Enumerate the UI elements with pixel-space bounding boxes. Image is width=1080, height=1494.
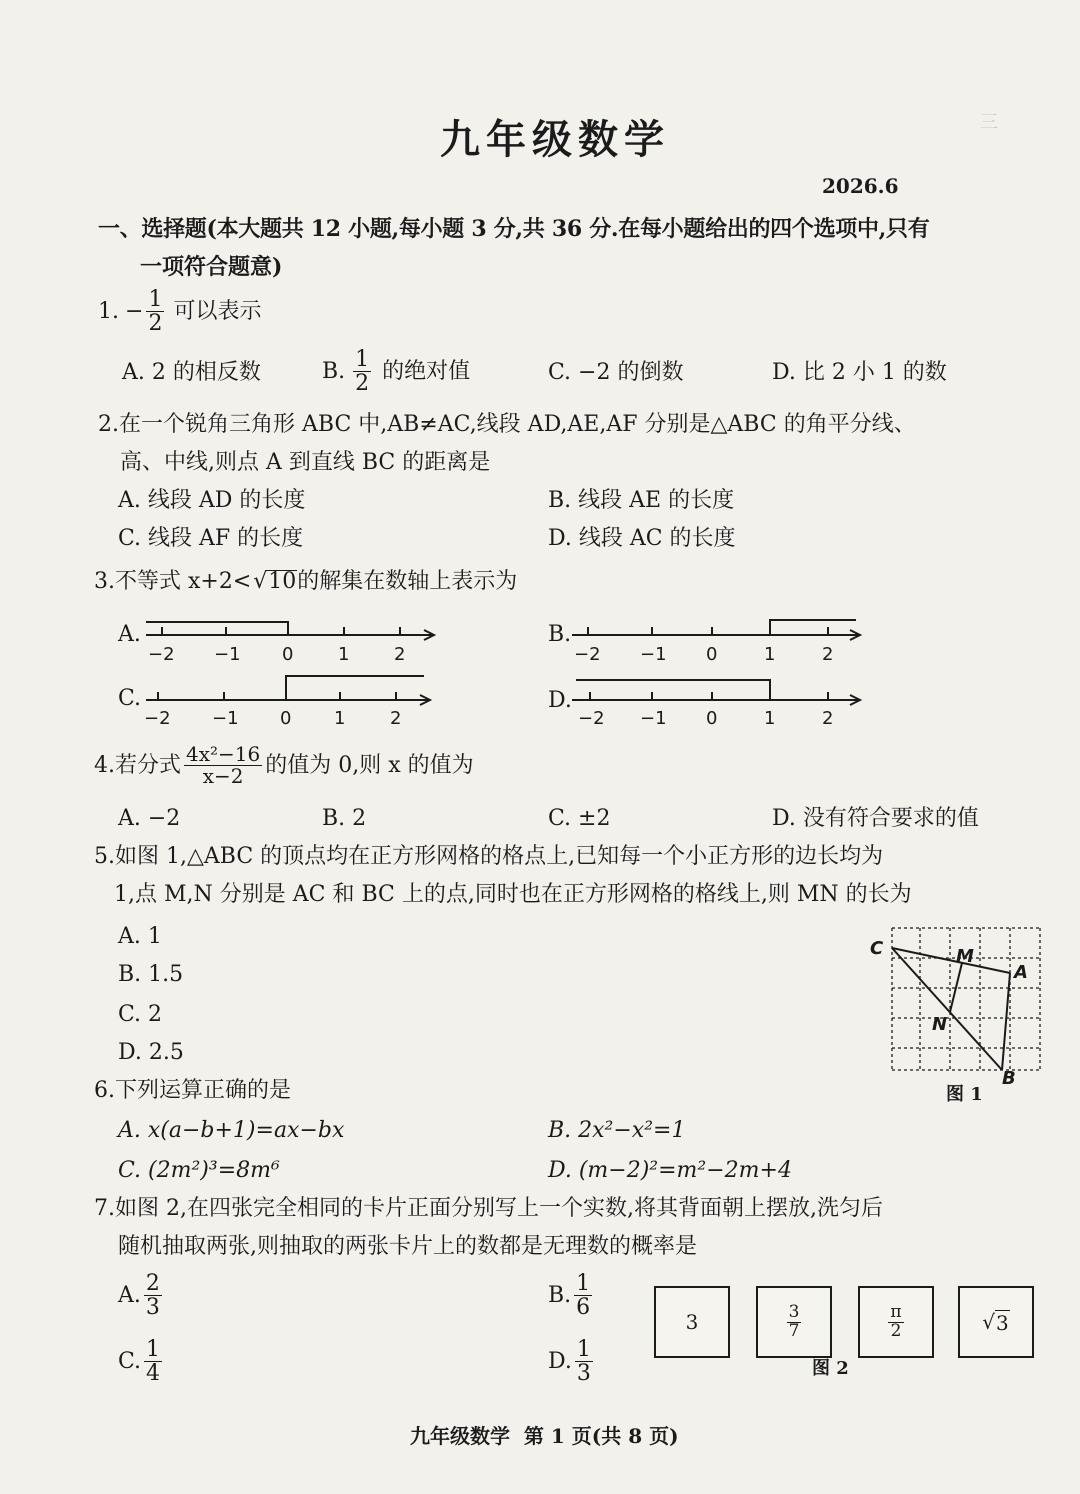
question-2-line2: 高、中线,则点 A 到直线 BC 的距离是 [120, 450, 491, 475]
q2-option-b[interactable]: B. 线段 AE 的长度 [548, 488, 735, 513]
tick-c-2: −1 [212, 708, 239, 729]
q5-option-b[interactable]: B. 1.5 [118, 962, 184, 987]
q1-frac-num: 1 [148, 287, 163, 312]
question-5-line2: 1,点 M,N 分别是 AC 和 BC 上的点,同时也在正方形网格的格线上,则 MN 的长为 [114, 882, 912, 907]
q7-b-prefix: B. [548, 1282, 572, 1308]
sqrt-sign-icon: √ [253, 569, 268, 594]
card-2-num: 3 [788, 1301, 800, 1322]
card-3-num: π [890, 1301, 902, 1322]
q2-option-c[interactable]: C. 线段 AF 的长度 [118, 526, 304, 551]
q1-option-c[interactable]: C. −2 的倒数 [548, 360, 684, 385]
tick-c-3: 0 [280, 708, 292, 729]
q1-option-d[interactable]: D. 比 2 小 1 的数 [772, 360, 947, 385]
point-b-label: B [1002, 1068, 1016, 1089]
figure-1-grid [862, 918, 1052, 1090]
q3-number-lines [0, 600, 1080, 740]
q2-option-a[interactable]: A. 线段 AD 的长度 [118, 488, 306, 513]
q4-frac-num: 4x²−16 [186, 742, 261, 766]
q5-option-d[interactable]: D. 2.5 [118, 1040, 184, 1065]
q4-text: 的值为 0,则 x 的值为 [265, 752, 474, 778]
q3-radicand: 10 [268, 569, 297, 594]
question-4 [94, 744, 474, 787]
q6-option-a[interactable]: A. x(a−b+1)=ax−bx [118, 1118, 345, 1143]
card-2 [756, 1286, 832, 1358]
q1-b-fraction [353, 348, 371, 395]
exam-date: 2026.6 [822, 174, 899, 198]
q4-option-c[interactable]: C. ±2 [548, 806, 611, 831]
card-3-den: 2 [890, 1320, 902, 1341]
q7-d-den: 3 [576, 1361, 591, 1387]
section-header-line1: 一、选择题(本大题共 12 小题,每小题 3 分,共 36 分.在每小题给出的四个选项中,只有 [98, 216, 930, 242]
tick-d-2: −1 [640, 708, 667, 729]
q3-option-d[interactable]: D. [548, 688, 572, 713]
tick-b-1: −2 [574, 644, 601, 665]
tick-d-5: 2 [822, 708, 834, 729]
q4-option-a[interactable]: A. −2 [118, 806, 181, 831]
q4-prefix: 4.若分式 [94, 752, 181, 778]
q2-option-d[interactable]: D. 线段 AC 的长度 [548, 526, 736, 551]
q3-option-c[interactable]: C. [118, 686, 142, 711]
q4-frac-den: x−2 [202, 764, 244, 788]
card-4-radicand: 3 [996, 1310, 1009, 1335]
q7-d-fraction [575, 1338, 593, 1385]
tick-c-1: −2 [144, 708, 171, 729]
tick-b-5: 2 [822, 644, 834, 665]
q7-c-num: 1 [146, 1337, 161, 1362]
q7-b-fraction [574, 1272, 592, 1319]
tick-c-4: 1 [334, 708, 346, 729]
point-c-label: C [870, 938, 884, 959]
q7-b-num: 1 [576, 1271, 591, 1296]
q3-text-a: 3.不等式 x+2< [94, 569, 252, 594]
q1-frac-den: 2 [148, 311, 163, 337]
page-title: 九年级数学 [440, 116, 670, 163]
point-m-label: M [956, 946, 974, 967]
section-header-line2: 一项符合题意) [140, 254, 283, 280]
q4-fraction [184, 744, 262, 787]
card-1-value: 3 [685, 1310, 699, 1334]
number-line-b[interactable] [572, 620, 860, 640]
q5-option-c[interactable]: C. 2 [118, 1002, 163, 1027]
q1-text: 可以表示 [173, 298, 262, 324]
tick-a-1: −2 [148, 644, 175, 665]
tick-c-5: 2 [390, 708, 402, 729]
q1-option-a[interactable]: A. 2 的相反数 [122, 360, 261, 385]
q1-fraction [146, 288, 164, 335]
q4-option-d[interactable]: D. 没有符合要求的值 [772, 806, 979, 831]
q7-option-b[interactable] [548, 1272, 595, 1319]
q7-c-den: 4 [146, 1361, 161, 1387]
q7-a-prefix: A. [118, 1282, 141, 1308]
card-2-fraction [787, 1301, 802, 1341]
q1-b-prefix: B. [322, 358, 346, 384]
q6-option-b[interactable]: B. 2x²−x²=1 [548, 1118, 686, 1143]
q7-option-a[interactable] [118, 1272, 165, 1319]
figure-2-caption: 图 2 [812, 1358, 849, 1379]
q4-option-b[interactable]: B. 2 [322, 806, 367, 831]
q1-b-frac-den: 2 [355, 371, 370, 397]
tick-a-3: 0 [282, 644, 294, 665]
tick-b-2: −1 [640, 644, 667, 665]
q1-prefix: 1. [98, 298, 119, 324]
sqrt-sign-icon: √ [982, 1310, 995, 1334]
segment-ca [892, 948, 1010, 973]
q7-d-num: 1 [576, 1337, 591, 1362]
q3-option-a[interactable]: A. [118, 622, 141, 647]
card-3-fraction [888, 1301, 903, 1341]
q7-d-prefix: D. [548, 1348, 572, 1374]
q1-option-b[interactable] [322, 348, 470, 395]
card-3 [858, 1286, 934, 1358]
q7-a-num: 2 [145, 1271, 160, 1296]
tick-a-4: 1 [338, 644, 350, 665]
tick-b-3: 0 [706, 644, 718, 665]
q3-option-b[interactable]: B. [548, 622, 572, 647]
point-a-label: A [1014, 962, 1028, 983]
tick-a-2: −1 [214, 644, 241, 665]
page-footer: 九年级数学 第 1 页(共 8 页) [410, 1424, 679, 1448]
question-7-line2: 随机抽取两张,则抽取的两张卡片上的数都是无理数的概率是 [118, 1234, 697, 1259]
q7-c-fraction [144, 1338, 162, 1385]
q7-a-fraction [144, 1272, 162, 1319]
q7-option-d[interactable] [548, 1338, 596, 1385]
number-line-c[interactable] [146, 676, 430, 705]
q7-a-den: 3 [145, 1295, 160, 1321]
question-6: 6.下列运算正确的是 [94, 1078, 291, 1103]
card-1 [654, 1286, 730, 1358]
question-1 [98, 288, 261, 335]
tick-d-3: 0 [706, 708, 718, 729]
tick-a-5: 2 [394, 644, 406, 665]
question-7-line1: 7.如图 2,在四张完全相同的卡片正面分别写上一个实数,将其背面朝上摆放,洗匀后 [94, 1196, 883, 1221]
q6-option-c[interactable]: C. (2m²)³=8m⁶ [118, 1158, 280, 1183]
tick-b-4: 1 [764, 644, 776, 665]
q1-sign: − [125, 298, 144, 324]
card-4 [958, 1286, 1034, 1358]
figure-1-caption: 图 1 [946, 1084, 983, 1105]
q7-b-den: 6 [576, 1295, 591, 1321]
card-2-den: 7 [788, 1320, 800, 1341]
q7-c-prefix: C. [118, 1348, 142, 1374]
number-line-a[interactable] [146, 622, 434, 640]
question-5-line1: 5.如图 1,△ABC 的顶点均在正方形网格的格点上,已知每一个小正方形的边长均为 [94, 844, 884, 869]
tick-d-4: 1 [764, 708, 776, 729]
q5-option-a[interactable]: A. 1 [118, 924, 162, 949]
q7-option-c[interactable] [118, 1338, 165, 1385]
number-line-d[interactable] [572, 680, 860, 705]
question-3 [94, 570, 517, 593]
q1-b-frac-num: 1 [355, 347, 370, 372]
q3-text-b: 的解集在数轴上表示为 [297, 569, 518, 594]
tick-d-1: −2 [578, 708, 605, 729]
q1-b-text: 的绝对值 [382, 358, 471, 384]
point-n-label: N [932, 1014, 948, 1035]
segment-cb [892, 948, 1002, 1070]
q6-option-d[interactable]: D. (m−2)²=m²−2m+4 [548, 1158, 792, 1183]
question-2-line1: 2.在一个锐角三角形 ABC 中,AB≠AC,线段 AD,AE,AF 分别是△ABC 的角平分线、 [98, 412, 916, 437]
